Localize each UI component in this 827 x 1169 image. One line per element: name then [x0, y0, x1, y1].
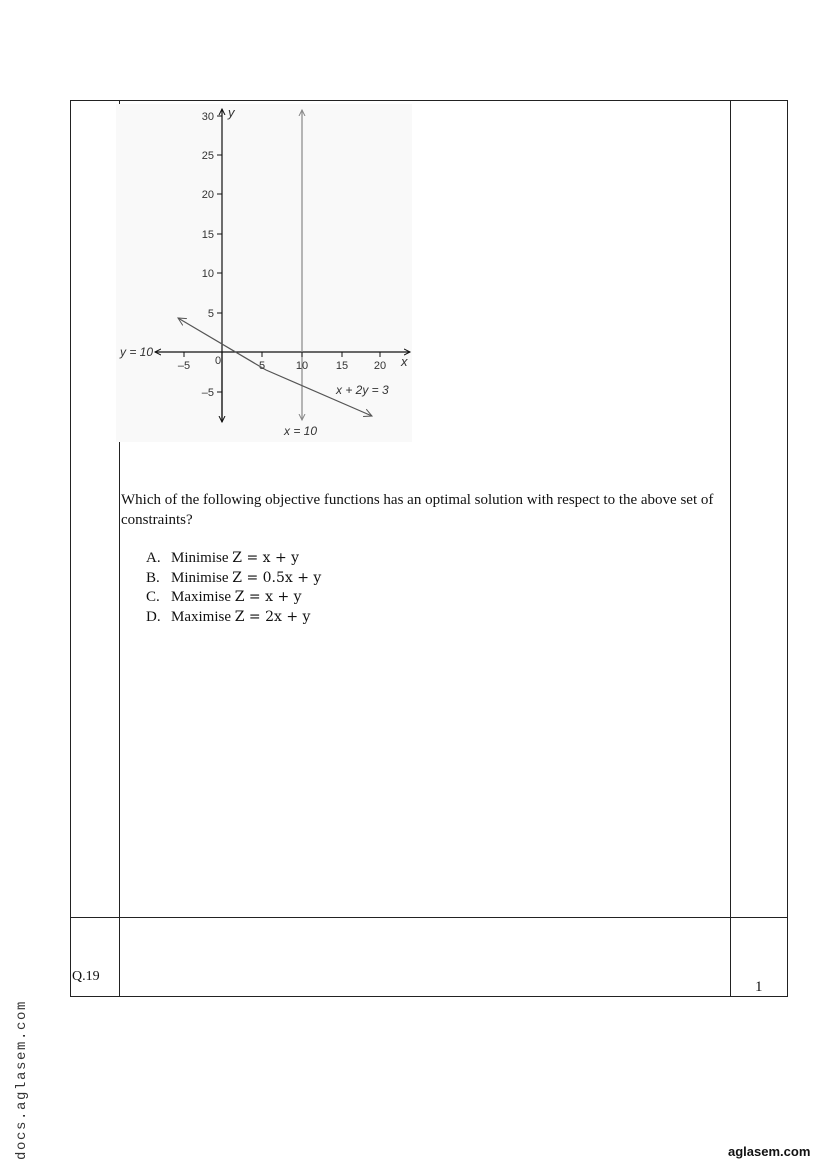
graph-svg [116, 104, 412, 442]
option-verb: Maximise [171, 589, 231, 606]
x-tick-label: 15 [335, 360, 349, 372]
y-tick-label: 10 [201, 268, 214, 280]
option-b [146, 569, 321, 589]
row-divider [71, 917, 787, 918]
option-letter: C. [146, 589, 160, 606]
constraint-graph [116, 104, 412, 442]
option-expression: Z = 0.5x + y [232, 569, 322, 586]
question-marks: 1 [755, 979, 763, 995]
x-tick-label: 20 [373, 360, 387, 372]
x-tick-label: 10 [295, 360, 309, 372]
x-tick-label: –5 [177, 360, 191, 372]
horizontal-line-label: y = 10 [120, 345, 154, 359]
y-tick-marks [214, 116, 222, 392]
option-expression: Z = 2x + y [234, 609, 311, 626]
option-verb: Minimise [171, 550, 229, 566]
question-number: Q.19 [72, 969, 100, 984]
side-watermark: docs.aglasem.com [14, 999, 30, 1160]
option-c [146, 588, 321, 608]
y-tick-label: 15 [201, 229, 214, 241]
option-letter: D. [146, 609, 161, 626]
option-a [146, 549, 321, 569]
x-axis-label: x [401, 354, 408, 369]
slanted-line-label: x + 2y = 3 [336, 383, 389, 397]
answer-options [146, 549, 321, 628]
option-verb: Minimise [171, 569, 229, 586]
x-tick-marks [184, 352, 380, 357]
y-tick-label: 25 [201, 150, 214, 162]
option-expression: Z = x + y [232, 550, 300, 566]
option-d [146, 608, 321, 628]
y-tick-label: 30 [201, 111, 214, 123]
y-tick-label: 5 [207, 308, 214, 320]
option-letter: A. [146, 550, 161, 566]
y-tick-label: –5 [201, 387, 214, 399]
x-tick-label: 0 [214, 355, 222, 367]
question-text: Which of the following objective functions has an optimal solution with respect to the above set of constraints? [121, 492, 714, 528]
vertical-line-label: x = 10 [284, 424, 318, 438]
option-verb: Maximise [171, 609, 231, 626]
footer-brand: aglasem.com [728, 1144, 811, 1159]
x-tick-label: 5 [258, 360, 266, 372]
marks-column-divider [730, 101, 731, 996]
option-letter: B. [146, 569, 160, 586]
y-axis-label: y [228, 105, 235, 120]
y-tick-label: 20 [201, 189, 214, 201]
option-expression: Z = x + y [234, 589, 302, 606]
